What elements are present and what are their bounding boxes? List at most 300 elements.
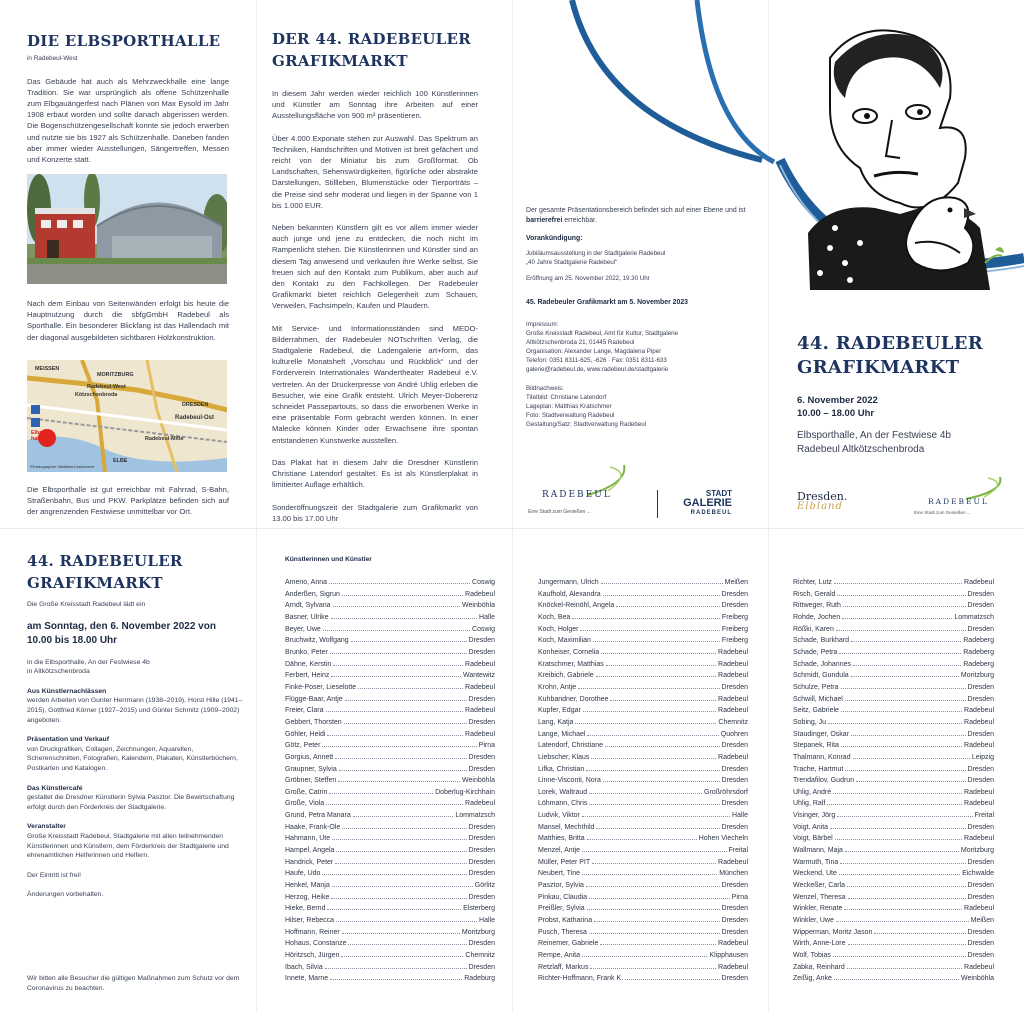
artist-name: Gebbert, Thorsten bbox=[285, 718, 342, 726]
artist-name: Ameno, Anna bbox=[285, 579, 328, 586]
artist-name: Latendorf, Christiane bbox=[538, 742, 603, 750]
barrier-text-post: erreichbar. bbox=[562, 217, 597, 224]
leader-dots bbox=[580, 630, 719, 631]
praesentation-title: Präsentation und Verkauf bbox=[27, 736, 109, 744]
cover-title-line1: 44. RADEBEULER bbox=[797, 333, 984, 354]
elbsporthalle-text-1: Das Gebäude hat auch als Mehrzweckhalle eine lange Tradition. Sie war ursprünglich als offene Schützenhalle zum Elbgauängerfest nach Plänen von Max Eysold im Jahr 1908 erbaut worden und sollte danach abgerissen werden. Die Bogenschützengesellschaft konnte sie jedoch erwerben und nutzte sie bis 1927 als Schützenhalle. Daneben fanden aber immer wieder Ausstellungen, Sängertreffen, Messen und Konzerte statt. bbox=[27, 76, 229, 165]
leader-dots bbox=[329, 583, 470, 584]
artist-name: Hieke, Bernd bbox=[285, 905, 326, 913]
leader-dots bbox=[344, 723, 467, 724]
artist-name: Jungermann, Ulrich bbox=[538, 579, 599, 586]
artist-name: Löhmann, Chris bbox=[538, 800, 588, 808]
fold-line bbox=[0, 528, 1024, 529]
artist-row bbox=[793, 764, 994, 776]
artist-row bbox=[538, 694, 748, 706]
artist-row bbox=[793, 903, 994, 915]
artist-city: Großröhrsdorf bbox=[704, 788, 748, 796]
artist-city: Dresden bbox=[721, 777, 748, 785]
artist-row bbox=[538, 915, 748, 927]
impressum-line-0: Große Kreisstadt Radebeul, Amt für Kultur, Stadtgalerie bbox=[526, 330, 679, 338]
artist-row bbox=[538, 787, 748, 799]
artist-row bbox=[285, 705, 495, 717]
artist-row bbox=[793, 857, 994, 869]
leader-dots bbox=[835, 839, 962, 840]
artist-city: Dresden bbox=[721, 742, 748, 750]
artist-name: Schwill, Michael bbox=[793, 695, 843, 703]
artist-city: Pirna bbox=[478, 742, 495, 750]
artist-name: Risch, Gerald bbox=[793, 590, 836, 598]
artist-name: Gröbner, Steffen bbox=[285, 777, 337, 785]
artist-row bbox=[285, 822, 495, 834]
artist-city: Weinböhla bbox=[462, 602, 495, 610]
bildnachweis-line-3: Gestaltung/Satz: Stadtverwaltung Radebeul bbox=[526, 421, 647, 429]
leader-dots bbox=[332, 839, 466, 840]
artist-name: Sobing, Ju bbox=[793, 718, 827, 726]
leader-dots bbox=[326, 804, 463, 805]
artist-city: Radebeul bbox=[964, 707, 994, 715]
nachlass-title: Aus Künstlernachlässen bbox=[27, 687, 107, 695]
artist-city: Dresden bbox=[967, 625, 994, 633]
artist-name: Lang, Katja bbox=[538, 718, 574, 726]
leader-dots bbox=[589, 933, 720, 934]
leader-dots bbox=[353, 816, 454, 817]
leader-dots bbox=[841, 711, 962, 712]
leader-dots bbox=[837, 595, 965, 596]
leader-dots bbox=[601, 583, 723, 584]
invite-date-line1: am Sonntag, den 6. November 2022 von bbox=[27, 620, 216, 632]
artist-city: Halle bbox=[479, 613, 495, 621]
artist-row bbox=[538, 868, 748, 880]
artist-city: Meißen bbox=[724, 579, 748, 586]
leader-dots bbox=[603, 781, 720, 782]
grafikmarkt-p5: Das Plakat hat in diesem Jahr die Dresdner Künstlerin Christiane Latendorf gestaltet. Es ist als Künstlerplakat in limitierter Auflage erhältlich. bbox=[272, 457, 478, 490]
artist-row bbox=[285, 577, 495, 589]
artist-city: Radebeul bbox=[465, 683, 495, 691]
barrier-text-pre: Der gesamte Präsentationsbereich befindet sich auf einer Ebene und ist bbox=[526, 207, 746, 214]
leader-dots bbox=[836, 630, 966, 631]
artist-city: Dresden bbox=[468, 870, 495, 878]
leader-dots bbox=[336, 921, 477, 922]
kuenstlercafe-title: Das Künstlercafé bbox=[27, 784, 83, 792]
artist-row bbox=[285, 798, 495, 810]
leader-dots bbox=[582, 874, 717, 875]
artist-row bbox=[285, 938, 495, 950]
artist-city: Klipphausen bbox=[709, 952, 748, 959]
leader-dots bbox=[342, 595, 463, 596]
artist-city: Radebeul bbox=[465, 707, 495, 715]
leader-dots bbox=[844, 909, 962, 910]
artist-row bbox=[793, 868, 994, 880]
artist-row bbox=[793, 798, 994, 810]
impressum-title: Impressum: bbox=[526, 321, 559, 329]
artist-name: Lange, Michael bbox=[538, 730, 586, 738]
leader-dots bbox=[616, 606, 719, 607]
impressum-line-3: Telefon: 0351 8311-625, -626 · Fax: 0351 8311-633 bbox=[526, 357, 667, 365]
leader-dots bbox=[345, 700, 467, 701]
artist-row bbox=[793, 927, 994, 939]
leader-dots bbox=[625, 979, 719, 980]
artist-city: Meißen bbox=[970, 917, 994, 925]
artist-row bbox=[793, 845, 994, 857]
map-label-mitte: Radebeul-Mitte bbox=[145, 436, 184, 442]
artist-name: Trache, Hartmut bbox=[793, 765, 844, 773]
bildnachweis-line-2: Foto: Stadtverwaltung Radebeul bbox=[526, 412, 615, 420]
leader-dots bbox=[330, 979, 462, 980]
artist-city: Freital bbox=[728, 847, 748, 855]
leader-dots bbox=[603, 595, 720, 596]
artist-name: Weckeßer, Carla bbox=[793, 882, 845, 890]
artist-name: Henkel, Manja bbox=[285, 882, 330, 890]
elbland-logo-text: Elbland bbox=[797, 501, 843, 512]
leader-dots bbox=[327, 909, 461, 910]
leader-dots bbox=[847, 886, 966, 887]
artist-name: Höritzsch, Jürgen bbox=[285, 952, 340, 959]
artist-row bbox=[538, 647, 748, 659]
leader-dots bbox=[845, 770, 965, 771]
artist-name: Rohde, Jochen bbox=[793, 613, 841, 621]
artist-row bbox=[793, 694, 994, 706]
leader-dots bbox=[845, 700, 966, 701]
leader-dots bbox=[590, 968, 716, 969]
artist-name: Visinger, Jörg bbox=[793, 812, 836, 820]
artist-row bbox=[285, 775, 495, 787]
artist-row bbox=[538, 962, 748, 974]
artist-city: Coswig bbox=[472, 579, 495, 586]
artist-row bbox=[285, 833, 495, 845]
artist-name: Liebscher, Klaus bbox=[538, 753, 590, 761]
map-label-meissen: MEISSEN bbox=[35, 366, 60, 372]
artist-row bbox=[793, 647, 994, 659]
artist-city: Freiberg bbox=[721, 625, 748, 633]
map-credit: ©Kartographie: Matthias Kratschmer bbox=[30, 464, 95, 469]
artist-city: Dresden bbox=[721, 765, 748, 773]
praesentation-text: von Druckgrafiken, Collagen, Zeichnungen, Aquarellen, Scherenschnitten, Fotografien, Kalendern, Plakaten, Künstlerbüchern, Postkarten und Katalogen. bbox=[27, 745, 238, 772]
artist-name: Schulze, Petra bbox=[793, 683, 839, 691]
artist-city: Dresden bbox=[967, 882, 994, 890]
artist-row bbox=[793, 973, 994, 985]
invite-intro: Die Große Kreisstadt Radebeul lädt ein bbox=[27, 601, 146, 608]
artist-row bbox=[285, 892, 495, 904]
map-label-koetz: Kötzschenbroda bbox=[75, 392, 118, 398]
map-label-elbe: ELBE bbox=[113, 458, 128, 464]
artist-row bbox=[285, 810, 495, 822]
artist-name: Stepanek, Rita bbox=[793, 742, 839, 750]
leader-dots bbox=[583, 711, 716, 712]
leader-dots bbox=[342, 828, 466, 829]
leader-dots bbox=[323, 630, 470, 631]
artist-city: Dresden bbox=[967, 952, 994, 959]
leader-dots bbox=[828, 723, 962, 724]
artist-name: Müller, Peter PIT bbox=[538, 858, 591, 866]
artist-name: Retzlaff, Markus bbox=[538, 963, 589, 971]
leader-dots bbox=[845, 851, 959, 852]
leader-dots bbox=[582, 956, 707, 957]
artist-name: Haufe, Udo bbox=[285, 870, 321, 878]
artist-row bbox=[538, 903, 748, 915]
artist-name: Pinkau, Claudia bbox=[538, 893, 588, 901]
artist-city: Moritzburg bbox=[461, 928, 495, 936]
artist-name: Schade, Petra bbox=[793, 648, 838, 656]
vorank-line-1: Jubiläumsausstellung in der Stadtgalerie Radebeul bbox=[526, 250, 666, 257]
artist-city: Dresden bbox=[721, 590, 748, 598]
artist-row bbox=[538, 857, 748, 869]
artist-city: Doberlug-Kirchhain bbox=[435, 788, 495, 796]
artist-row bbox=[538, 729, 748, 741]
artists-title: Künstlerinnen und Künstler bbox=[285, 556, 372, 563]
artist-row bbox=[538, 659, 748, 671]
artist-row bbox=[538, 682, 748, 694]
artist-row bbox=[285, 717, 495, 729]
leader-dots bbox=[840, 863, 965, 864]
artist-name: Richter-Hoffmann, Frank K. bbox=[538, 975, 624, 983]
artist-name: Herzog, Heike bbox=[285, 893, 330, 901]
artist-city: Dresden bbox=[468, 847, 495, 855]
artist-name: Hampel, Angela bbox=[285, 847, 335, 855]
artist-row bbox=[793, 962, 994, 974]
leader-dots bbox=[587, 735, 718, 736]
artist-name: Beyer, Uwe bbox=[285, 625, 321, 633]
bildnachweis-title: Bildnachweis: bbox=[526, 385, 564, 393]
artist-row bbox=[285, 857, 495, 869]
artist-city: Görlitz bbox=[474, 882, 495, 890]
artist-row bbox=[285, 845, 495, 857]
artist-name: Winkler, Renate bbox=[793, 905, 843, 913]
artist-row bbox=[538, 670, 748, 682]
artist-row bbox=[538, 892, 748, 904]
artist-city: Eichwalde bbox=[962, 870, 994, 878]
artist-row bbox=[285, 729, 495, 741]
artist-row bbox=[538, 798, 748, 810]
elbsporthalle-subtitle: in Radebeul-West bbox=[27, 55, 78, 62]
artist-row bbox=[793, 624, 994, 636]
artist-name: Thalmann, Konrad bbox=[793, 753, 851, 761]
artist-row bbox=[538, 764, 748, 776]
artist-row bbox=[538, 612, 748, 624]
artist-city: Chemnitz bbox=[718, 718, 748, 726]
artist-row bbox=[538, 833, 748, 845]
artist-name: Voigt, Bärbel bbox=[793, 835, 833, 843]
artist-row bbox=[793, 589, 994, 601]
artist-row bbox=[285, 624, 495, 636]
leader-dots bbox=[843, 606, 966, 607]
artist-name: Kaufhold, Alexandra bbox=[538, 590, 601, 598]
artist-city: Dresden bbox=[967, 893, 994, 901]
leader-dots bbox=[587, 839, 697, 840]
artist-row bbox=[285, 915, 495, 927]
invite-date-line2: 10.00 bis 18.00 Uhr bbox=[27, 634, 118, 646]
leader-dots bbox=[589, 898, 730, 899]
artist-name: Wolf, Tobias bbox=[793, 952, 831, 959]
impressum-line-2: Organisation: Alexander Lange, Magdalena Piper bbox=[526, 348, 662, 356]
artist-name: Menzel, Antje bbox=[538, 847, 581, 855]
artist-name: Innete, Marne bbox=[285, 975, 329, 983]
artist-row bbox=[285, 694, 495, 706]
artist-name: Hohaus, Constanze bbox=[285, 940, 347, 948]
artist-row bbox=[793, 705, 994, 717]
leader-dots bbox=[606, 665, 716, 666]
artist-name: Voigt, Anita bbox=[793, 823, 829, 831]
artist-name: Neubert, Tine bbox=[538, 870, 581, 878]
artist-name: Freier, Clara bbox=[285, 707, 324, 715]
artist-name: Grund, Petra Manara bbox=[285, 812, 351, 820]
grafikmarkt-p1: In diesem Jahr werden wieder reichlich 100 Künstlerinnen und Künstler am Sonntag ihre Arbeiten auf einer Ausstellungsfläche von 900 m² präsentieren. bbox=[272, 89, 478, 121]
artist-name: Matthies, Britta bbox=[538, 835, 585, 843]
artist-name: Schade, Johannes bbox=[793, 660, 851, 668]
invite-title-line1: 44. RADEBEULER bbox=[27, 552, 183, 570]
veranstalter-title: Veranstalter bbox=[27, 823, 66, 831]
artist-row bbox=[538, 635, 748, 647]
artist-city: Dresden bbox=[468, 648, 495, 656]
artist-name: Uhlig, Ralf bbox=[793, 800, 826, 808]
artist-city: Dresden bbox=[721, 917, 748, 925]
artist-city: Radebeul bbox=[964, 718, 994, 726]
leader-dots bbox=[839, 653, 961, 654]
artist-name: Konheiser, Cornelia bbox=[538, 648, 600, 656]
vorank-line-3: Eröffnung am 25. November 2022, 19.30 Uhr bbox=[526, 275, 650, 283]
eintritt-text: Der Eintritt ist frei! bbox=[27, 871, 82, 879]
artist-row bbox=[538, 973, 748, 985]
leader-dots bbox=[592, 863, 716, 864]
artist-row bbox=[793, 729, 994, 741]
grafikmarkt-p6: Sonderöffnungszeit der Stadtgalerie zum Grafikmarkt von 13.00 bis 17.00 Uhr bbox=[272, 502, 478, 522]
radebeul-logo-tagline: Eine Stadt zum Genießen ... bbox=[528, 509, 591, 515]
artist-row bbox=[285, 950, 495, 962]
artist-name: Finke-Poser, Lieselotte bbox=[285, 683, 357, 691]
artist-row bbox=[793, 915, 994, 927]
artist-row bbox=[285, 670, 495, 682]
leader-dots bbox=[329, 793, 433, 794]
artist-city: Dresden bbox=[721, 823, 748, 831]
leader-dots bbox=[848, 944, 966, 945]
leader-dots bbox=[582, 851, 727, 852]
leader-dots bbox=[596, 828, 719, 829]
artist-row bbox=[538, 705, 748, 717]
artist-name: Ibach, Silvia bbox=[285, 963, 323, 971]
artist-city: Dresden bbox=[967, 823, 994, 831]
corona-text: Wir bitten alle Besucher die gültigen Maßnahmen zum Schutz vor dem Coronavirus zu beachten. bbox=[27, 975, 240, 992]
leader-dots bbox=[841, 746, 962, 747]
leader-dots bbox=[335, 863, 466, 864]
artist-city: Moritzburg bbox=[960, 672, 994, 680]
dresden-logo-text: Dresden. bbox=[797, 490, 848, 503]
artist-row bbox=[285, 682, 495, 694]
logo-divider bbox=[657, 490, 658, 518]
stadtgalerie-logo bbox=[668, 490, 732, 517]
leader-dots bbox=[358, 688, 463, 689]
impressum-line-4[interactable]: galerie@radebeul.de, www.radebeul.de/stadtgalerie bbox=[526, 366, 669, 374]
leader-dots bbox=[839, 874, 960, 875]
artist-row bbox=[285, 962, 495, 974]
leader-dots bbox=[586, 886, 720, 887]
leader-dots bbox=[596, 676, 716, 677]
artist-city: Freiberg bbox=[721, 637, 748, 645]
artist-city: Dresden bbox=[468, 765, 495, 773]
artist-name: Graupner, Sylvia bbox=[285, 765, 337, 773]
artist-name: Uhlig, André bbox=[793, 788, 832, 796]
artist-row bbox=[285, 868, 495, 880]
artist-name: Wipperman, Moritz Jason bbox=[793, 928, 873, 936]
veranstalter-text: Große Kreisstadt Radebeul, Stadtgalerie mit allen teilnehmenden Künstlerinnen und Künstlern, dem Förderkreis der Stadtgalerie und ehrenamtlichen Helferinnen und Helfern. bbox=[27, 832, 229, 860]
leader-dots bbox=[842, 618, 952, 619]
leader-dots bbox=[851, 641, 961, 642]
leader-dots bbox=[331, 618, 477, 619]
artist-city: Dresden bbox=[468, 718, 495, 726]
location-map[interactable] bbox=[27, 360, 227, 472]
leader-dots bbox=[333, 606, 461, 607]
leader-dots bbox=[335, 758, 466, 759]
leader-dots bbox=[586, 770, 719, 771]
artist-city: Dresden bbox=[967, 777, 994, 785]
artist-row bbox=[793, 752, 994, 764]
leader-dots bbox=[837, 816, 972, 817]
artist-name: Rittweger, Ruth bbox=[793, 602, 841, 610]
leader-dots bbox=[834, 583, 962, 584]
bildnachweis-line-1: Lageplan: Matthias Kratschmer bbox=[526, 403, 612, 411]
artist-city: Radebeul bbox=[964, 905, 994, 913]
cover-venue-1: Elbsporthalle, An der Festwiese 4b bbox=[797, 430, 951, 441]
artist-row bbox=[285, 647, 495, 659]
artist-row bbox=[793, 659, 994, 671]
artist-city: Dresden bbox=[468, 695, 495, 703]
artist-row bbox=[538, 577, 748, 589]
artist-name: Lorek, Waltraud bbox=[538, 788, 588, 796]
artist-name: Rößki, Karen bbox=[793, 625, 834, 633]
artist-name: Wenzel, Theresa bbox=[793, 893, 846, 901]
artist-row bbox=[538, 880, 748, 892]
leader-dots bbox=[589, 804, 719, 805]
artist-row bbox=[285, 973, 495, 985]
artist-city: Freiberg bbox=[721, 613, 748, 621]
artist-city: Radebeul bbox=[964, 800, 994, 808]
artist-city: Weinböhla bbox=[961, 975, 994, 983]
cover-time: 10.00 – 18.00 Uhr bbox=[797, 408, 875, 419]
artist-name: Weckend, Ute bbox=[793, 870, 837, 878]
artist-city: München bbox=[719, 870, 748, 878]
artist-row bbox=[285, 589, 495, 601]
invite-title-line2: GRAFIKMARKT bbox=[27, 574, 163, 592]
artist-city: Radebeul bbox=[465, 730, 495, 738]
artist-row bbox=[285, 659, 495, 671]
artist-row bbox=[793, 950, 994, 962]
grafikmarkt-title-line2: GRAFIKMARKT bbox=[272, 52, 408, 70]
leader-dots bbox=[589, 793, 702, 794]
radebeul-logo bbox=[528, 463, 638, 523]
leader-dots bbox=[332, 886, 473, 887]
artist-row bbox=[538, 810, 748, 822]
artist-city: Dresden bbox=[468, 753, 495, 761]
artist-name: Preißler, Sylvia bbox=[538, 905, 585, 913]
artist-row bbox=[793, 810, 994, 822]
leader-dots bbox=[338, 781, 460, 782]
artists-column-1 bbox=[285, 577, 495, 985]
artist-row bbox=[538, 927, 748, 939]
artist-row bbox=[538, 624, 748, 636]
leader-dots bbox=[582, 816, 730, 817]
artist-name: Götz, Peter bbox=[285, 742, 321, 750]
leader-dots bbox=[610, 700, 716, 701]
artist-city: Radebeul bbox=[718, 660, 748, 668]
leader-dots bbox=[348, 944, 466, 945]
artist-city: Dresden bbox=[721, 800, 748, 808]
impressum-line-1: Altkötzschenbroda 21, 01445 Radebeul bbox=[526, 339, 635, 347]
artist-name: Haake, Frank-Ole bbox=[285, 823, 341, 831]
artist-city: Dresden bbox=[967, 928, 994, 936]
artist-city: Weinböhla bbox=[462, 777, 495, 785]
panel-invite bbox=[27, 550, 245, 1005]
artist-row bbox=[538, 845, 748, 857]
artist-row bbox=[538, 822, 748, 834]
grafikmarkt-p3: Neben bekannten Künstlern gilt es vor allem immer wieder auch junge und jene zu entdecken, die noch nicht im Rampenlicht stehen. Die Künstlerinnen und Künstler sind an diesem Tag anwesend und verkaufen ihre Werke selbst. Sie freuen sich auf den Kontakt zum Publikum, aber auch auf den Kontakt zu den Fachkollegen. Der Radebeuler Grafikmarkt bietet reichlich Gelegenheit zum Schauen, Verweilen, Fachsimpeln, Kaufen und Plaudern. bbox=[272, 223, 478, 311]
